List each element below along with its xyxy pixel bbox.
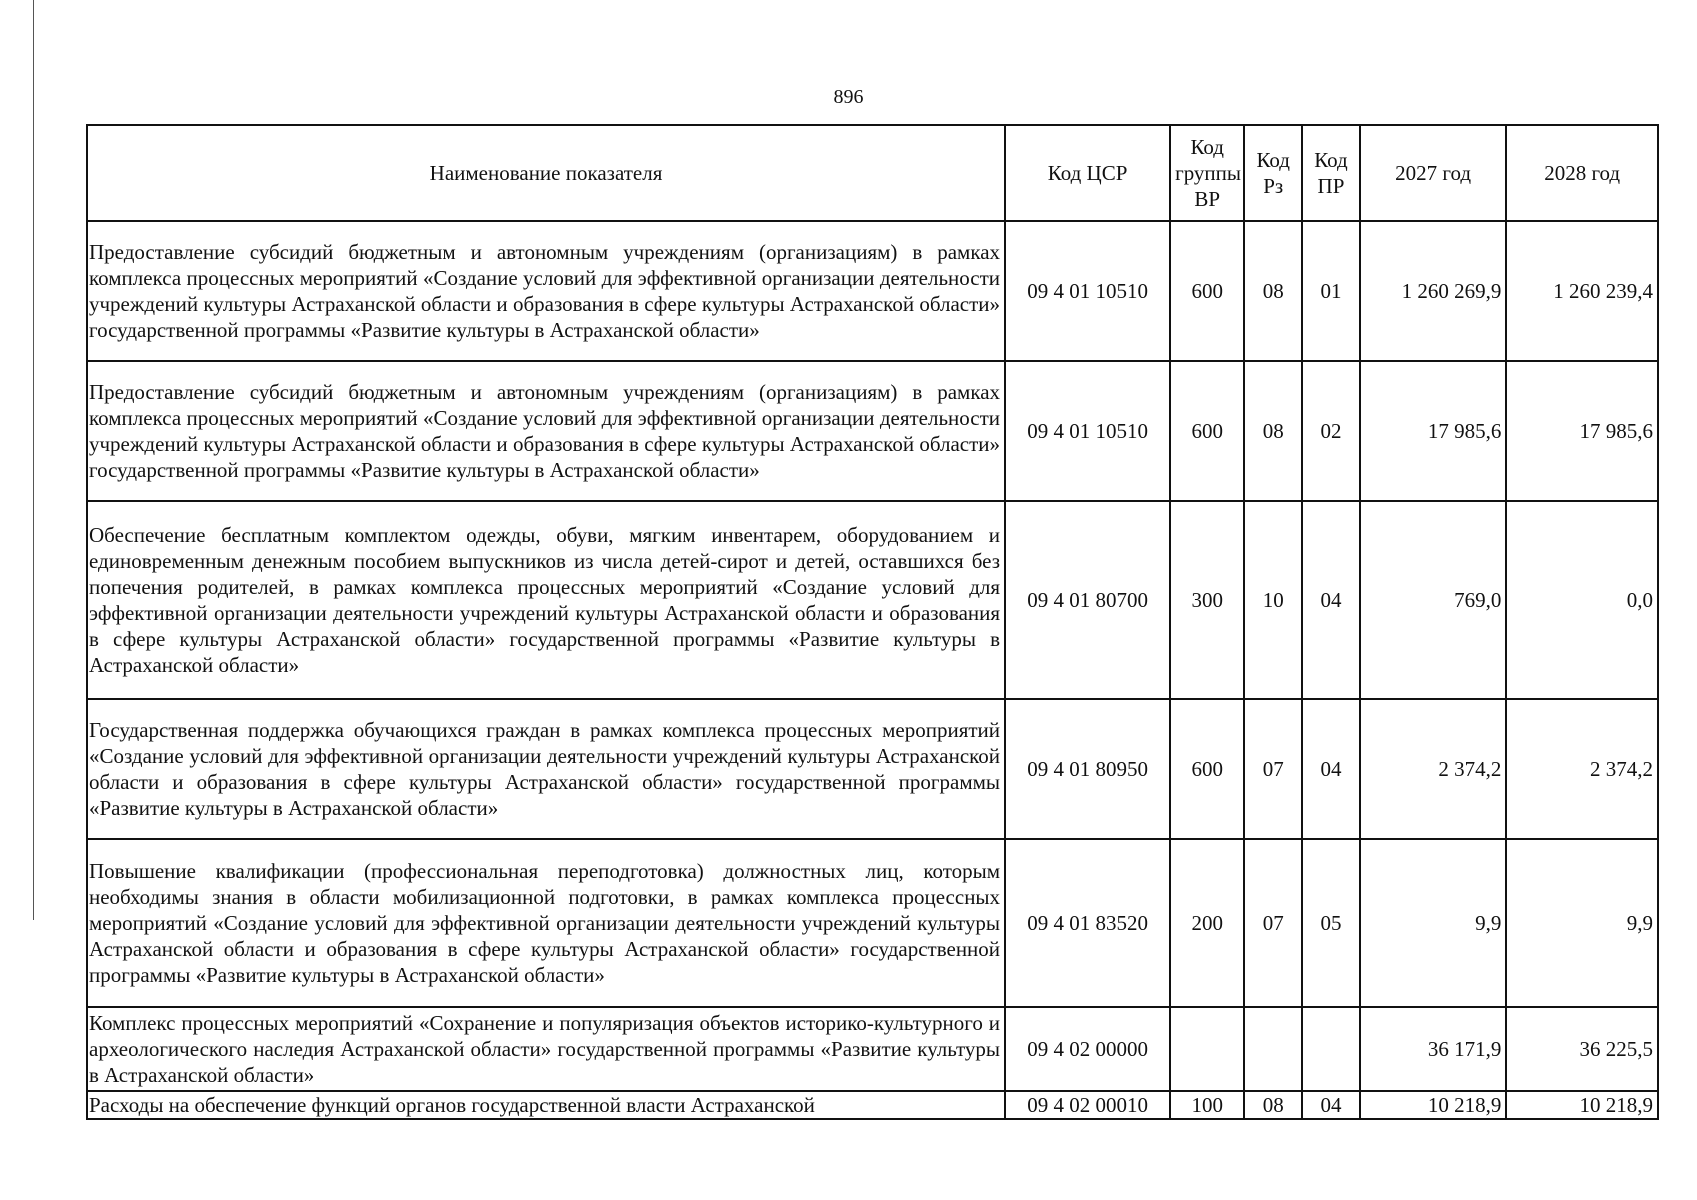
row-rz: 07: [1244, 699, 1302, 839]
header-csr: Код ЦСР: [1005, 125, 1170, 221]
row-rz: 08: [1244, 1091, 1302, 1119]
row-2027: 2 374,2: [1360, 699, 1506, 839]
row-2027: 17 985,6: [1360, 361, 1506, 501]
row-name: Расходы на обеспечение функций органов государственной власти Астраханской: [87, 1091, 1005, 1119]
row-csr: 09 4 02 00010: [1005, 1091, 1170, 1119]
row-rz: 08: [1244, 221, 1302, 361]
row-name: Повышение квалификации (профессиональная переподготовка) должностных лиц, которым необходимы знания в области мобилизационной подготовки, в рамках комплекса процессных мероприятий «Создание условий для эффективной организации деятельности учреждений культуры Астраханской области и образования в сфере культуры Астраханской области» государственной программы «Развитие культуры в Астраханской области»: [87, 839, 1005, 1007]
row-vr: [1170, 1007, 1244, 1091]
row-rz: 08: [1244, 361, 1302, 501]
row-csr: 09 4 01 10510: [1005, 361, 1170, 501]
row-name: Обеспечение бесплатным комплектом одежды, обуви, мягким инвентарем, оборудованием и единовременным денежным пособием выпускников из числа детей-сирот и детей, оставшихся без попечения родителей, в рамках комплекса процессных мероприятий «Создание условий для эффективной организации деятельности учреждений культуры Астраханской области и образования в сфере культуры Астраханской области» государственной программы «Развитие культуры в Астраханской области»: [87, 501, 1005, 699]
row-name: Предоставление субсидий бюджетным и автономным учреждениям (организациям) в рамках комплекса процессных мероприятий «Создание условий для эффективной организации деятельности учреждений культуры Астраханской области и образования в сфере культуры Астраханской области» государственной программы «Развитие культуры в Астраханской области»: [87, 221, 1005, 361]
row-2028: 10 218,9: [1506, 1091, 1658, 1119]
row-csr: 09 4 01 80700: [1005, 501, 1170, 699]
row-csr: 09 4 01 80950: [1005, 699, 1170, 839]
header-pr: Код ПР: [1302, 125, 1360, 221]
row-2028: 1 260 239,4: [1506, 221, 1658, 361]
table-header-row: [87, 125, 1658, 221]
row-rz: [1244, 1007, 1302, 1091]
row-pr: 04: [1302, 1091, 1360, 1119]
row-2027: 36 171,9: [1360, 1007, 1506, 1091]
row-rz: 10: [1244, 501, 1302, 699]
header-rz: Код Рз: [1244, 125, 1302, 221]
row-name: Комплекс процессных мероприятий «Сохранение и популяризация объектов историко-культурного и археологического наследия Астраханской области» государственной программы «Развитие культуры в Астраханской области»: [87, 1007, 1005, 1091]
header-vr: Код группы ВР: [1170, 125, 1244, 221]
budget-table: [86, 124, 1659, 1120]
row-vr: 100: [1170, 1091, 1244, 1119]
row-vr: 300: [1170, 501, 1244, 699]
table-row: [87, 501, 1658, 699]
row-2028: 36 225,5: [1506, 1007, 1658, 1091]
table-row: [87, 699, 1658, 839]
header-2028: 2028 год: [1506, 125, 1658, 221]
row-pr: 04: [1302, 699, 1360, 839]
table-row: [87, 839, 1658, 1007]
row-pr: 01: [1302, 221, 1360, 361]
row-2027: 769,0: [1360, 501, 1506, 699]
table-row: [87, 361, 1658, 501]
row-2027: 1 260 269,9: [1360, 221, 1506, 361]
table-row: [87, 1091, 1658, 1119]
row-2028: 2 374,2: [1506, 699, 1658, 839]
row-2028: 17 985,6: [1506, 361, 1658, 501]
row-csr: 09 4 02 00000: [1005, 1007, 1170, 1091]
row-pr: 04: [1302, 501, 1360, 699]
page-number: 896: [833, 86, 864, 108]
row-vr: 200: [1170, 839, 1244, 1007]
row-rz: 07: [1244, 839, 1302, 1007]
header-name: Наименование показателя: [87, 125, 1005, 221]
table-row: [87, 221, 1658, 361]
header-2027: 2027 год: [1360, 125, 1506, 221]
row-vr: 600: [1170, 361, 1244, 501]
row-pr: [1302, 1007, 1360, 1091]
row-vr: 600: [1170, 221, 1244, 361]
row-name: Предоставление субсидий бюджетным и автономным учреждениям (организациям) в рамках комплекса процессных мероприятий «Создание условий для эффективной организации деятельности учреждений культуры Астраханской области и образования в сфере культуры Астраханской области» государственной программы «Развитие культуры в Астраханской области»: [87, 361, 1005, 501]
table-row: [87, 1007, 1658, 1091]
row-2028: 0,0: [1506, 501, 1658, 699]
row-pr: 02: [1302, 361, 1360, 501]
row-2027: 10 218,9: [1360, 1091, 1506, 1119]
row-csr: 09 4 01 83520: [1005, 839, 1170, 1007]
row-name: Государственная поддержка обучающихся граждан в рамках комплекса процессных мероприятий «Создание условий для эффективной организации деятельности учреждений культуры Астраханской области и образования в сфере культуры Астраханской области» государственной программы «Развитие культуры в Астраханской области»: [87, 699, 1005, 839]
page-binding-line: [33, 0, 34, 920]
row-2028: 9,9: [1506, 839, 1658, 1007]
row-csr: 09 4 01 10510: [1005, 221, 1170, 361]
row-2027: 9,9: [1360, 839, 1506, 1007]
row-pr: 05: [1302, 839, 1360, 1007]
row-vr: 600: [1170, 699, 1244, 839]
